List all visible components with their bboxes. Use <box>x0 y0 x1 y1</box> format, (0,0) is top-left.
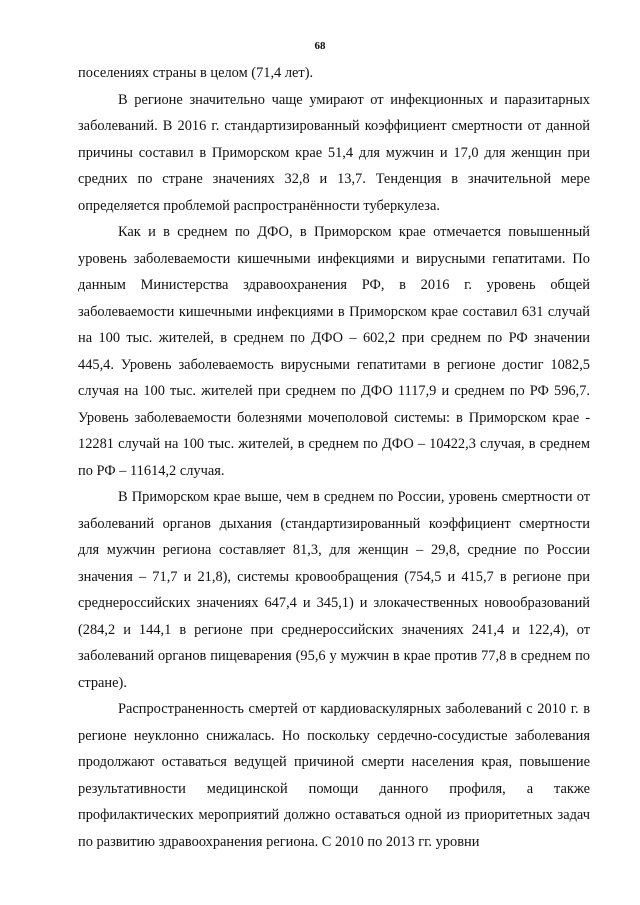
paragraph-morbidity: Как и в среднем по ДФО, в Приморском крае отмечается повышенный уровень заболеваемости кишечными инфекциями и вирусными гепатитами. По данным Министерства здравоохранения РФ, в 2016 г. уровень общей заболеваемости кишечными инфекциями в Приморском крае составил 631 случай на 100 тыс. жителей, в среднем по ДФО – 602,2 при среднем по РФ значении 445,4. Уровень заболеваемость вирусными гепатитами в регионе достиг 1082,5 случая на 100 тыс. жителей при среднем по ДФО 1117,9 и среднем по РФ 596,7. Уровень заболеваемости болезнями мочеполовой системы: в Приморском крае - 12281 случай на 100 тыс. жителей, в среднем по ДФО – 10422,3 случая, в среднем по РФ – 11614,2 случая. <box>78 224 590 479</box>
paragraph-mortality: В Приморском крае выше, чем в среднем по России, уровень смертности от заболеваний органов дыхания (стандартизированный коэффициент смертности для мужчин региона составляет 81,3, для женщин – 29,8, средние по России значения – 71,7 и 21,8), системы кровообращения (754,5 и 415,7 в регионе при среднероссийских значениях 647,4 и 345,1) и злокачественных новообразований (284,2 и 144,1 в регионе при среднероссийских значениях 241,4 и 122,4), от заболеваний органов пищеварения (95,6 у мужчин в крае против 77,8 в среднем по стране). <box>78 489 590 691</box>
paragraph-continuation: поселениях страны в целом (71,4 лет). <box>78 65 314 81</box>
page-number: 68 <box>314 40 326 52</box>
document-body <box>78 60 590 855</box>
paragraph-infectious-diseases: В регионе значительно чаще умирают от инфекционных и паразитарных заболеваний. В 2016 г. стандартизированный коэффициент смертности от данной причины составил в Приморском крае 51,4 для мужчин и 17,0 для женщин при средних по стране значениях 32,8 и 13,7. Тенденция в значительной мере определяется проблемой распространённости туберкулеза. <box>78 91 590 214</box>
paragraph-cardiovascular: Распространенность смертей от кардиоваскулярных заболеваний с 2010 г. в регионе неуклонно снижалась. Но поскольку сердечно-сосудистые заболевания продолжают оставаться ведущей причиной смерти населения края, повышение результативности медицинской помощи данного профиля, а также профилактических мероприятий должно оставаться одной из приоритетных задач по развитию здравоохранения региона. С 2010 по 2013 гг. уровни <box>78 701 590 850</box>
